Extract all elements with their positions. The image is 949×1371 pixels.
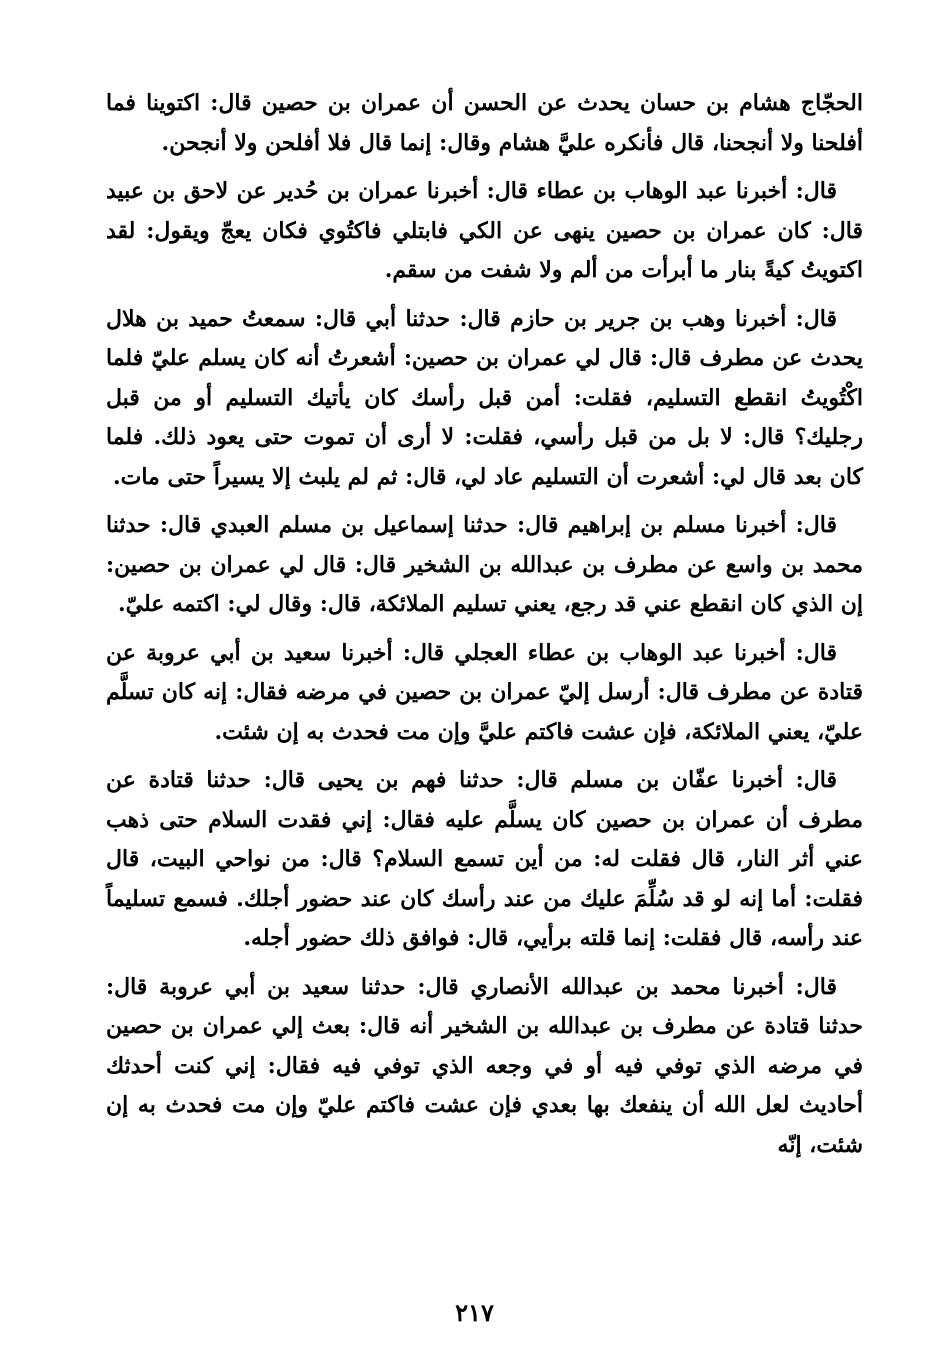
paragraph-3: قال: أخبرنا وهب بن جرير بن حازم قال: حدثنا أبي قال: سمعتُ حميد بن هلال يحدث عن مطرف قال: قال لي عمران بن حصين: أشعرتُ أنه كان يسلم عليّ فلما اكْتُويتُ انقطع التسليم، فقلت: أمن قبل رأسك كان يأتيك التسليم أو من قبل رجليك؟ قال: لا بل من قبل رأسي، فقلت: لا أرى أن تموت حتى يعود ذلك. فلما كان بعد قال لي: أشعرت أن التسليم عاد لي، قال: ثم لم يلبث إلا يسيراً حتى مات. bbox=[106, 305, 863, 490]
paragraph-5: قال: أخبرنا عبد الوهاب بن عطاء العجلي قال: أخبرنا سعيد بن أبي عروبة عن قتادة عن مطرف قال: أرسل إليّ عمران بن حصين في مرضه فقال: إنه كان تسلَّم عليّ، يعني الملائكة، فإن عشت فاكتم عليَّ وإن مت فحدث به إن شئت. bbox=[106, 639, 863, 745]
paragraph-4: قال: أخبرنا مسلم بن إبراهيم قال: حدثنا إسماعيل بن مسلم العبدي قال: حدثنا محمد بن واسع عن مطرف بن عبدالله بن الشخير قال: قال لي عمران بن حصين: إن الذي كان انقطع عني قد رجع، يعني تسليم الملائكة، قال: وقال لي: اكتمه عليّ. bbox=[106, 512, 863, 617]
paragraph-6: قال: أخبرنا عفّان بن مسلم قال: حدثنا فهم بن يحيى قال: حدثنا قتادة عن مطرف أن عمران بن حصين كان يسلَّم عليه فقال: إني فقدت السلام حتى ذهب عني أثر النار، قال فقلت له: من أين تسمع السلام؟ قال: من نواحي البيت، قال فقلت: أما إنه لو قد سُلِّمَ عليك من عند رأسك كان عند حضور أجلك. فسمع تسليماً عند رأسه، قال فقلت: إنما قلته برأيي، قال: فوافق ذلك حضور أجله. bbox=[106, 767, 863, 951]
paragraph-7: قال: أخبرنا محمد بن عبدالله الأنصاري قال: حدثنا سعيد بن أبي عروبة قال: حدثنا قتادة عن مطرف بن عبدالله بن الشخير أنه قال: بعث إلي عمران بن حصين في مرضه الذي توفي فيه أو في وجعه الذي توفي فيه فقال: إني كنت أحدثك أحاديث لعل الله أن ينفعك بها بعدي فإن عشت فاكتم عليّ وإن مت فحدث به إن شئت، إنّه bbox=[106, 973, 863, 1158]
paragraph-2: قال: أخبرنا عبد الوهاب بن عطاء قال: أخبرنا عمران بن حُدير عن لاحق بن عبيد قال: كان عمران بن حصين ينهى عن الكي فابتلي فاكتُوي فكان يعجّ ويقول: لقد اكتويتُ كيةً بنار ما أبرأت من ألم ولا شفت من سقم. bbox=[106, 178, 863, 283]
paragraph-1: الحجّاج هشام بن حسان يحدث عن الحسن أن عمران بن حصين قال: اكتوينا فما أفلحنا ولا أنجحنا، قال فأنكره عليَّ هشام وقال: إنما قال فلا أفلحن ولا أنجحن. bbox=[106, 90, 863, 156]
page-number: ٢١٧ bbox=[455, 1298, 494, 1327]
